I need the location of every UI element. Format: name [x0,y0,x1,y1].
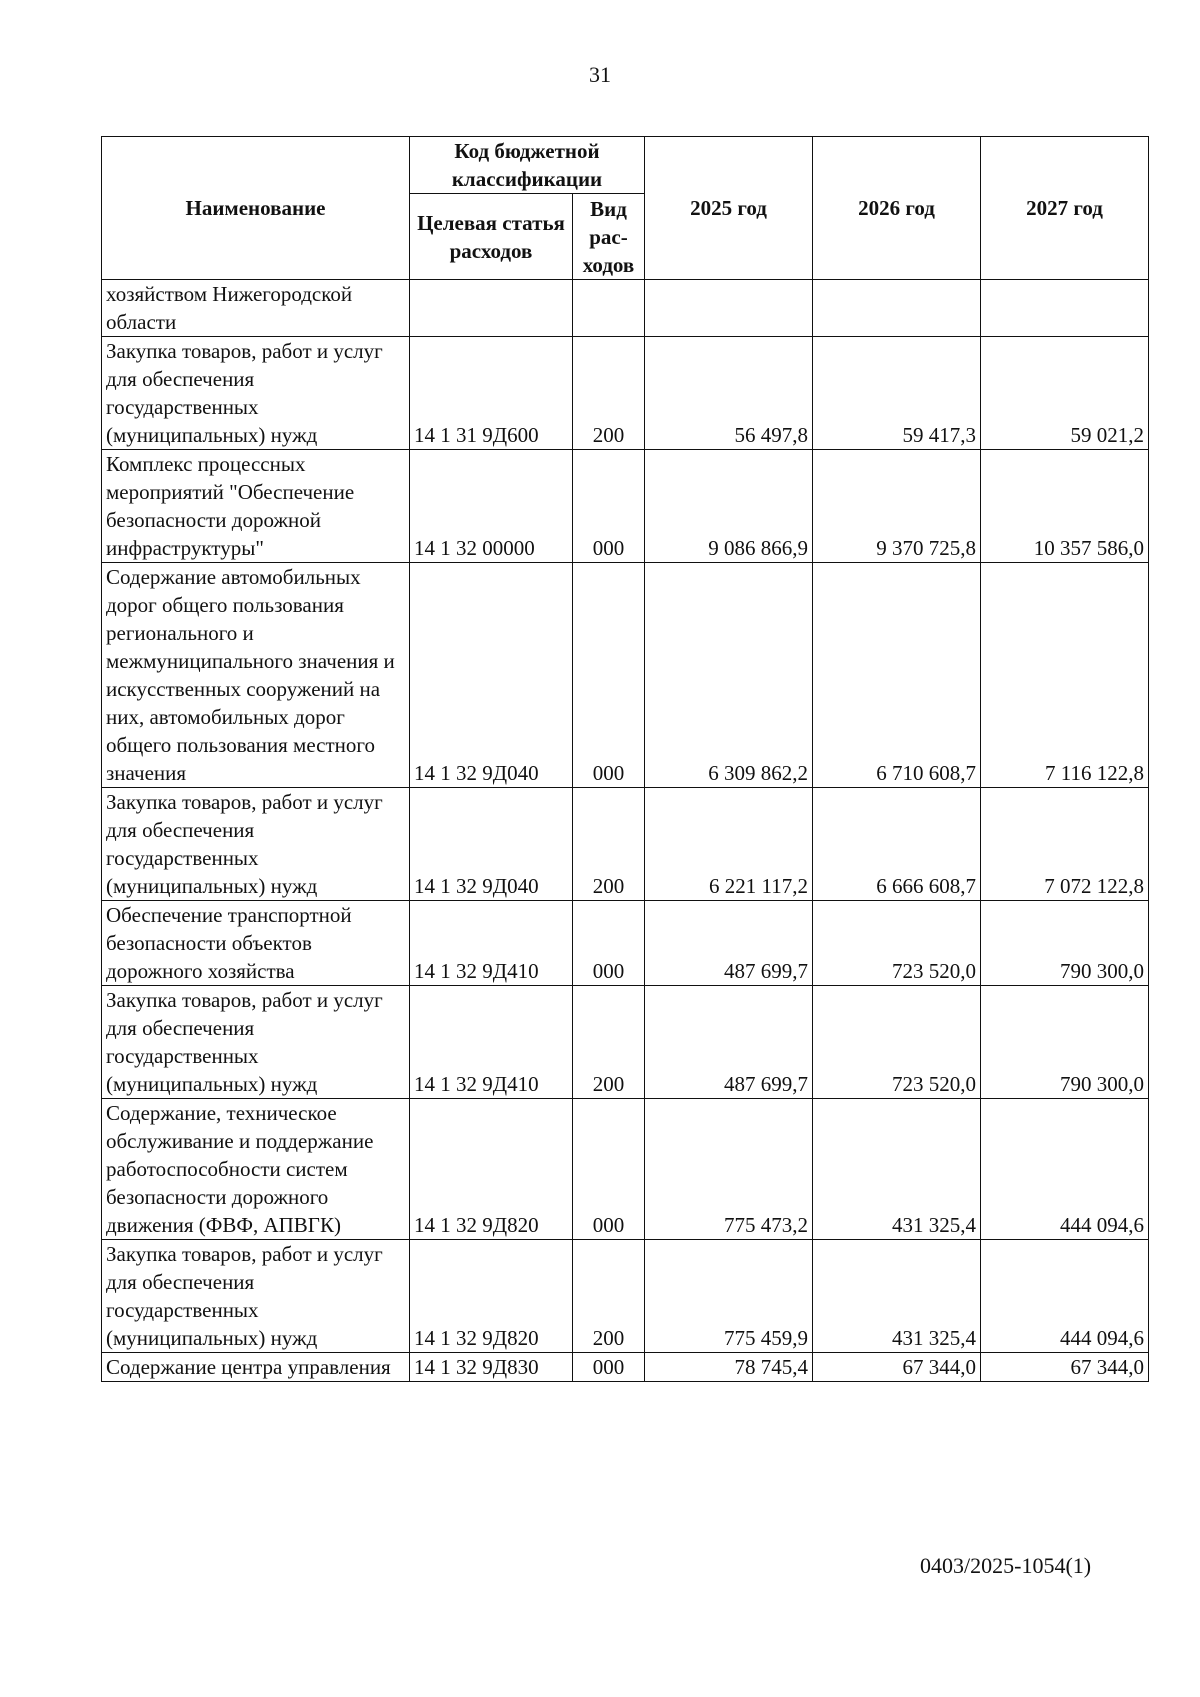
cell-2026: 723 520,0 [813,901,981,986]
cell-2027: 7 116 122,8 [981,563,1149,788]
cell-name: Закупка товаров, работ и услуг для обеспечения государственных (муниципальных) нужд [102,1240,410,1353]
cell-target-code: 14 1 32 9Д410 [410,901,573,986]
table-row [102,450,1149,563]
cell-target-code: 14 1 32 9Д040 [410,788,573,901]
cell-2026: 67 344,0 [813,1353,981,1382]
table-body [102,280,1149,1382]
cell-2025: 78 745,4 [645,1353,813,1382]
cell-2026: 431 325,4 [813,1099,981,1240]
table-row [102,901,1149,986]
cell-2027: 67 344,0 [981,1353,1149,1382]
cell-2025: 487 699,7 [645,986,813,1099]
cell-name: хозяйством Нижегородской области [102,280,410,337]
cell-2025 [645,280,813,337]
cell-expense-type: 200 [573,986,645,1099]
cell-target-code: 14 1 32 9Д040 [410,563,573,788]
cell-name: Обеспечение транспортной безопасности объектов дорожного хозяйства [102,901,410,986]
cell-target-code: 14 1 31 9Д600 [410,337,573,450]
cell-expense-type: 000 [573,901,645,986]
cell-target-code [410,280,573,337]
table-row [102,1099,1149,1240]
cell-2025: 9 086 866,9 [645,450,813,563]
table-row [102,986,1149,1099]
budget-table [101,136,1149,1382]
cell-name: Закупка товаров, работ и услуг для обеспечения государственных (муниципальных) нужд [102,337,410,450]
header-2026: 2026 год [813,137,981,280]
cell-expense-type: 000 [573,1353,645,1382]
table-row [102,337,1149,450]
cell-target-code: 14 1 32 9Д830 [410,1353,573,1382]
cell-2026: 431 325,4 [813,1240,981,1353]
cell-2025: 6 309 862,2 [645,563,813,788]
cell-name: Содержание, техническое обслуживание и поддержание работоспособности систем безопасности дорожного движения (ФВФ, АПВГК) [102,1099,410,1240]
cell-expense-type: 200 [573,788,645,901]
cell-2027: 7 072 122,8 [981,788,1149,901]
cell-expense-type: 000 [573,563,645,788]
cell-2026: 6 666 608,7 [813,788,981,901]
cell-2027: 444 094,6 [981,1099,1149,1240]
header-2027: 2027 год [981,137,1149,280]
cell-2027 [981,280,1149,337]
cell-expense-type: 200 [573,1240,645,1353]
cell-2026: 59 417,3 [813,337,981,450]
cell-2025: 6 221 117,2 [645,788,813,901]
cell-2025: 775 459,9 [645,1240,813,1353]
header-type: Вид рас-ходов [573,194,645,280]
cell-2027: 790 300,0 [981,901,1149,986]
cell-name: Закупка товаров, работ и услуг для обеспечения государственных (муниципальных) нужд [102,986,410,1099]
header-name: Наименование [102,137,410,280]
cell-expense-type [573,280,645,337]
cell-2025: 487 699,7 [645,901,813,986]
header-code-group: Код бюджетной классификации [410,137,645,194]
cell-2027: 59 021,2 [981,337,1149,450]
cell-2025: 56 497,8 [645,337,813,450]
table-row [102,1353,1149,1382]
cell-name: Содержание центра управления [102,1353,410,1382]
cell-target-code: 14 1 32 00000 [410,450,573,563]
table-row [102,788,1149,901]
cell-2026 [813,280,981,337]
cell-2025: 775 473,2 [645,1099,813,1240]
cell-expense-type: 200 [573,337,645,450]
header-target: Целевая статья расходов [410,194,573,280]
document-reference: 0403/2025-1054(1) [920,1553,1092,1578]
cell-2027: 444 094,6 [981,1240,1149,1353]
table-header [102,137,1149,280]
cell-2027: 790 300,0 [981,986,1149,1099]
cell-target-code: 14 1 32 9Д820 [410,1099,573,1240]
cell-name: Содержание автомобильных дорог общего пользования регионального и межмуниципального значения и искусственных сооружений на них, автомобильных дорог общего пользования местного значения [102,563,410,788]
cell-2026: 9 370 725,8 [813,450,981,563]
cell-2026: 723 520,0 [813,986,981,1099]
cell-name: Комплекс процессных мероприятий "Обеспечение безопасности дорожной инфраструктуры" [102,450,410,563]
cell-target-code: 14 1 32 9Д410 [410,986,573,1099]
cell-target-code: 14 1 32 9Д820 [410,1240,573,1353]
page-number: 31 [589,62,611,87]
header-2025: 2025 год [645,137,813,280]
cell-name: Закупка товаров, работ и услуг для обеспечения государственных (муниципальных) нужд [102,788,410,901]
table-row [102,280,1149,337]
cell-2027: 10 357 586,0 [981,450,1149,563]
table-row [102,1240,1149,1353]
cell-expense-type: 000 [573,450,645,563]
cell-expense-type: 000 [573,1099,645,1240]
cell-2026: 6 710 608,7 [813,563,981,788]
table-row [102,563,1149,788]
